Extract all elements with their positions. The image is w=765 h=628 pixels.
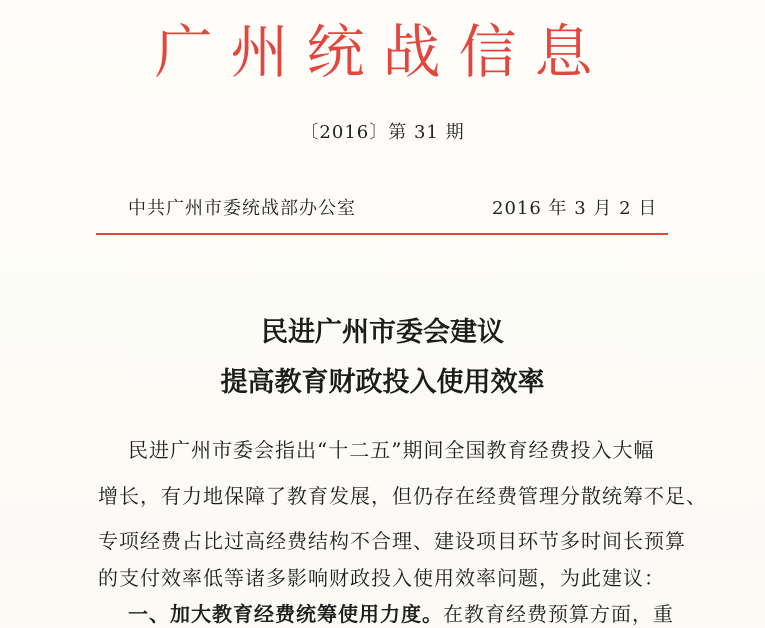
body-line-1: 民进广州市委会指出“十二五”期间全国教育经费投入大幅 xyxy=(128,438,655,462)
point-1-heading: 一、加大教育经费统筹使用力度。 xyxy=(128,602,443,626)
masthead-title: 广州统战信息 xyxy=(154,18,611,86)
red-divider-rule xyxy=(96,233,668,235)
body-line-5 xyxy=(128,600,674,628)
point-1-text: 在教育经费预算方面，重 xyxy=(443,602,674,626)
body-line-3: 专项经费占比过高经费结构不合理、建设项目环节多时间长预算 xyxy=(98,529,686,553)
issue-number: 〔2016〕第 31 期 xyxy=(300,122,465,143)
issue-date: 2016 年 3 月 2 日 xyxy=(492,198,658,219)
body-line-4: 的支付效率低等诸多影响财政投入使用效率问题，为此建议： xyxy=(98,566,665,590)
article-title-line-1: 民进广州市委会建议 xyxy=(261,317,504,348)
issuing-office: 中共广州市委统战部办公室 xyxy=(128,198,356,219)
article-title-line-2: 提高教育财政投入使用效率 xyxy=(220,367,545,398)
body-line-2: 增长，有力地保障了教育发展，但仍存在经费管理分散统筹不足、 xyxy=(98,484,707,508)
